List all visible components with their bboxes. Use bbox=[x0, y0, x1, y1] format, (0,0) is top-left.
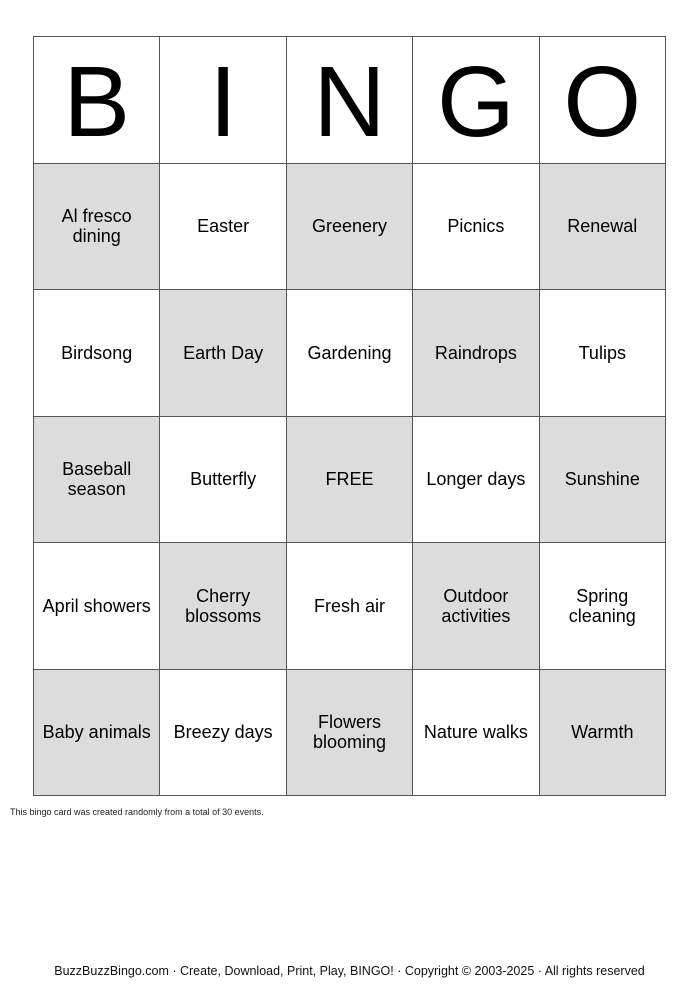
bingo-cell[interactable]: Greenery bbox=[287, 164, 413, 291]
bingo-cell[interactable]: Easter bbox=[160, 164, 286, 291]
bingo-cell[interactable]: Al fresco dining bbox=[34, 164, 160, 291]
header-letter-o: O bbox=[540, 37, 666, 164]
bingo-cell[interactable]: Longer days bbox=[413, 417, 539, 544]
site-footer: BuzzBuzzBingo.com · Create, Download, Print, Play, BINGO! · Copyright © 2003-2025 · All rights reserved bbox=[54, 964, 645, 978]
free-space-cell[interactable]: FREE bbox=[287, 417, 413, 544]
bingo-cell[interactable]: Warmth bbox=[540, 670, 666, 797]
bingo-card bbox=[33, 36, 666, 796]
header-letter-n: N bbox=[287, 37, 413, 164]
bingo-cell[interactable]: Breezy days bbox=[160, 670, 286, 797]
bingo-cell[interactable]: Tulips bbox=[540, 290, 666, 417]
bingo-cell[interactable]: Flowers blooming bbox=[287, 670, 413, 797]
bingo-cell[interactable]: Nature walks bbox=[413, 670, 539, 797]
bingo-cell[interactable]: Baseball season bbox=[34, 417, 160, 544]
bingo-cell[interactable]: Baby animals bbox=[34, 670, 160, 797]
bingo-cell[interactable]: April showers bbox=[34, 543, 160, 670]
bingo-cell[interactable]: Fresh air bbox=[287, 543, 413, 670]
bingo-cell[interactable]: Cherry blossoms bbox=[160, 543, 286, 670]
bingo-cell[interactable]: Sunshine bbox=[540, 417, 666, 544]
header-letter-g: G bbox=[413, 37, 539, 164]
card-generation-note: This bingo card was created randomly from a total of 30 events. bbox=[10, 807, 264, 817]
bingo-cell[interactable]: Picnics bbox=[413, 164, 539, 291]
bingo-cell[interactable]: Birdsong bbox=[34, 290, 160, 417]
bingo-cell[interactable]: Gardening bbox=[287, 290, 413, 417]
bingo-cell[interactable]: Raindrops bbox=[413, 290, 539, 417]
bingo-cell[interactable]: Spring cleaning bbox=[540, 543, 666, 670]
bingo-cell[interactable]: Renewal bbox=[540, 164, 666, 291]
bingo-cell[interactable]: Outdoor activities bbox=[413, 543, 539, 670]
header-letter-b: B bbox=[34, 37, 160, 164]
bingo-cell[interactable]: Earth Day bbox=[160, 290, 286, 417]
bingo-cell[interactable]: Butterfly bbox=[160, 417, 286, 544]
header-letter-i: I bbox=[160, 37, 286, 164]
